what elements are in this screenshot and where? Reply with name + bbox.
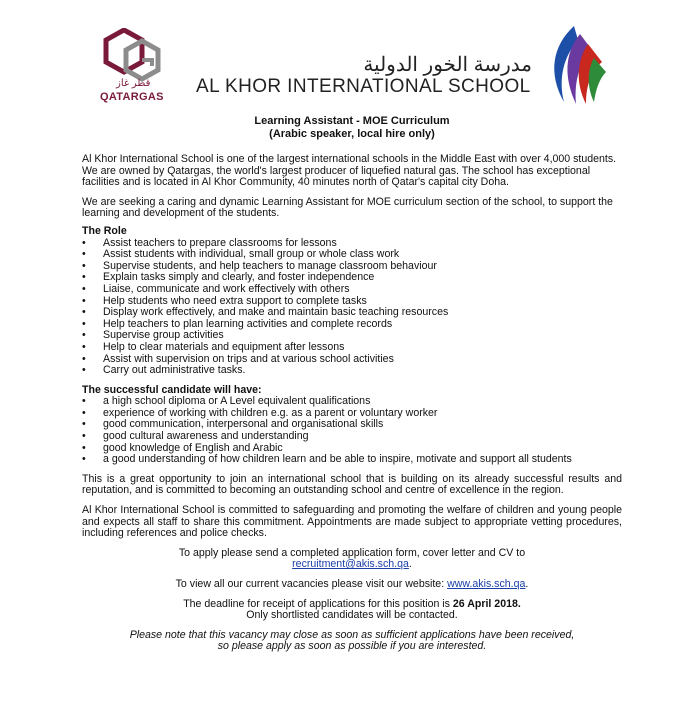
closing-paragraph-2: Al Khor International School is committed to safeguarding and promoting the welfare of children and young people and expects all staff to share this commitment. Appointments are made subject to appropriate vetting procedures, including references and police checks. [82, 504, 622, 540]
qatargas-arabic-name: قطر غاز [116, 78, 151, 89]
list-item: • good cultural awareness and understanding [82, 431, 622, 443]
vacancies-text: To view all our current vacancies please visit our website: [175, 578, 448, 590]
list-item: • a good understanding of how children learn and be able to inspire, motivate and support all students [82, 454, 622, 466]
list-item: • Supervise group activities [82, 330, 622, 342]
letterhead [0, 0, 691, 110]
website-suffix: . [525, 578, 529, 590]
qatargas-name: QATARGAS [100, 91, 164, 103]
website-link[interactable]: www.akis.sch.qa [447, 578, 526, 590]
list-item: • good knowledge of English and Arabic [82, 443, 622, 455]
candidate-list [82, 396, 622, 466]
job-posting [82, 115, 622, 653]
shortlist-note: Only shortlisted candidates will be contacted. [246, 609, 458, 622]
list-item: • Explain tasks simply and clearly, and foster independence [82, 272, 622, 284]
apply-text: To apply please send a completed application form, cover letter and CV to [178, 546, 526, 559]
list-item: • Supervise students, and help teachers to manage classroom behaviour [82, 261, 622, 273]
candidate-heading: The successful candidate will have: [82, 383, 262, 396]
list-item: • Carry out administrative tasks. [82, 365, 622, 377]
email-link[interactable]: recruitment@akis.sch.qa [292, 558, 409, 571]
list-item: • Display work effectively, and make and maintain basic teaching resources [82, 307, 622, 319]
role-list [82, 238, 622, 377]
list-item: • good communication, interpersonal and organisational skills [82, 419, 622, 431]
apply-email-line [82, 559, 622, 571]
list-item: • Liaise, communicate and work effectively with others [82, 284, 622, 296]
list-item: • Assist students with individual, small group or whole class work [82, 249, 622, 261]
closing-paragraph-1: This is a great opportunity to join an international school that is building on its already successful results and reputation, and is committed to becoming an outstanding school and centre of excellence in the region. [82, 472, 622, 497]
school-name-arabic: مدرسة الخور الدولية [363, 54, 532, 76]
list-item: • Help students who need extra support to complete tasks [82, 296, 622, 308]
list-item: • Help to clear materials and equipment after lessons [82, 342, 622, 354]
list-item: • experience of working with children e.g. as a parent or voluntary worker [82, 408, 622, 420]
email-suffix: . [408, 558, 412, 571]
school-name-english: AL KHOR INTERNATIONAL SCHOOL [196, 76, 531, 97]
closing-note-line-1: Please note that this vacancy may close as soon as sufficient applications have been received, [129, 628, 575, 641]
deadline-date: 26 April 2018. [452, 597, 521, 610]
list-item: • Assist with supervision on trips and at various school activities [82, 354, 622, 366]
job-subtitle: (Arabic speaker, local hire only) [269, 127, 435, 140]
closing-note-line-2: so please apply as soon as possible if you are interested. [217, 640, 487, 653]
intro-paragraph-2: We are seeking a caring and dynamic Learning Assistant for MOE curriculum section of the school, to support the learning and development of the students. [82, 195, 613, 220]
job-title: Learning Assistant - MOE Curriculum [254, 115, 450, 127]
list-item: • Help teachers to plan learning activities and complete records [82, 319, 622, 331]
vacancies-line [82, 579, 622, 591]
intro-paragraph-1: Al Khor International School is one of the largest international schools in the Middle East with over 4,000 students. We are owned by Qatargas, the world's largest producer of liquefied natural gas. The school has exceptional facilities and is located in Al Khor Community, 40 minutes north of Qatar's capital city Doha. [82, 153, 617, 189]
list-item: • Assist teachers to prepare classrooms for lessons [82, 238, 622, 250]
role-heading: The Role [82, 224, 127, 237]
school-flame-logo [544, 22, 608, 108]
deadline-text: The deadline for receipt of applications for this position is [183, 597, 453, 610]
list-item: • a high school diploma or A Level equivalent qualifications [82, 396, 622, 408]
